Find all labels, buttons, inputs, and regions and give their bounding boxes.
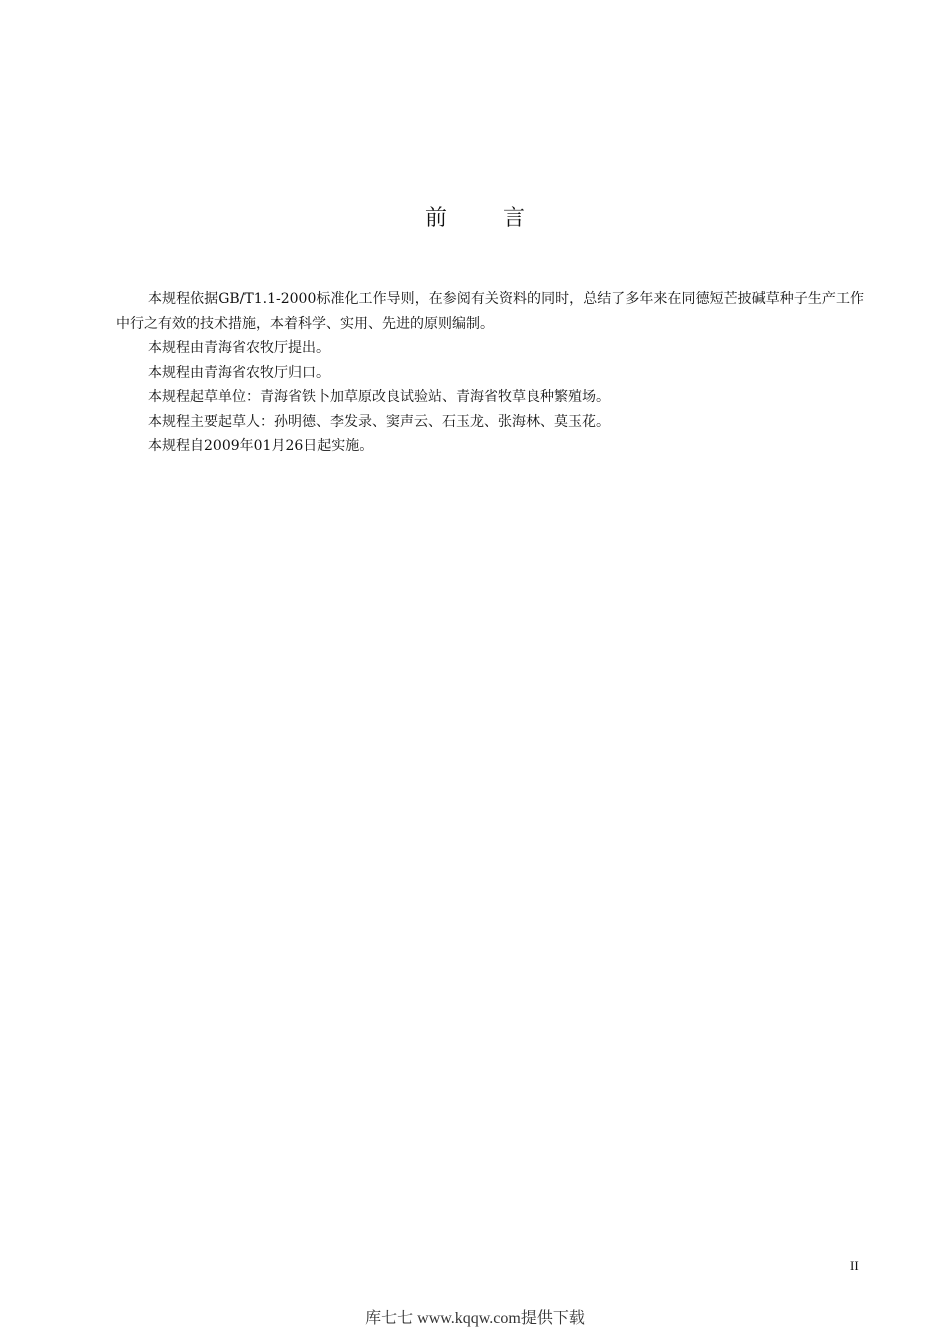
page-title — [0, 203, 950, 235]
page-title-char-1: 前 — [424, 206, 447, 231]
paragraph-basis: 本规程依据GB/T1.1-2000标准化工作导则，在参阅有关资料的同时，总结了多年来在同德短芒披碱草种子生产工作中行之有效的技术措施，本着科学、实用、先进的原则编制。 — [116, 291, 864, 332]
paragraph-centralizer: 本规程由青海省农牧厅归口。 — [148, 364, 330, 381]
page-title-char-2: 言 — [503, 206, 526, 231]
paragraph-drafting-units: 本规程起草单位：青海省铁卜加草原改良试验站、青海省牧草良种繁殖场。 — [148, 389, 610, 405]
paragraph-drafters: 本规程主要起草人：孙明德、李发录、窦声云、石玉龙、张海林、莫玉花。 — [148, 413, 610, 430]
paragraph-proposer: 本规程由青海省农牧厅提出。 — [148, 340, 330, 356]
footer-watermark: 库七七 www.kqqw.com提供下载 — [365, 1310, 585, 1327]
page-number: II — [850, 1258, 859, 1273]
foreword-body — [116, 287, 864, 459]
paragraph-effective-date: 本规程自2009年01月26日起实施。 — [148, 438, 374, 454]
